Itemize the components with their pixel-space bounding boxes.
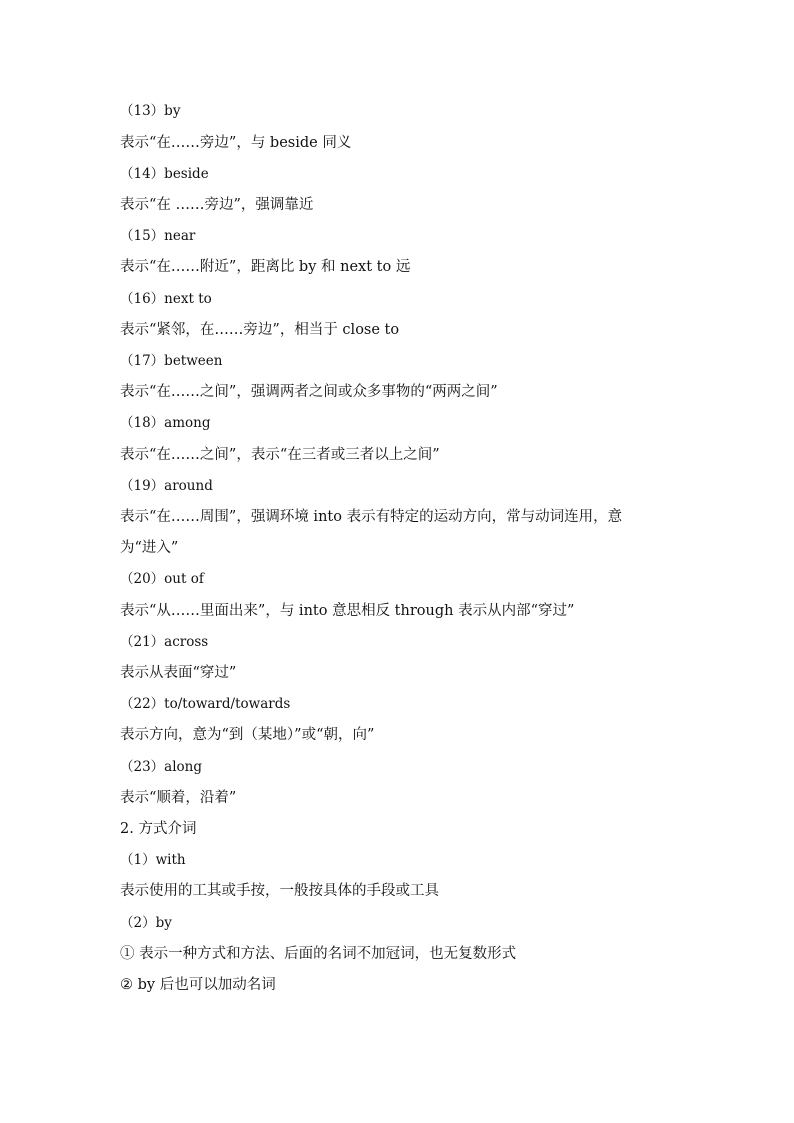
heading-15-near: （15）near bbox=[120, 228, 196, 244]
text-13-by: 表示“在……旁边”，与 beside 同义 bbox=[120, 135, 352, 151]
text-14-beside: 表示“在 ……旁边”，强调靠近 bbox=[120, 197, 314, 213]
text-2-by-point-1: ① 表示一种方式和方法、后面的名词不加冠词，也无复数形式 bbox=[120, 946, 517, 962]
heading-20-out-of: （20）out of bbox=[120, 571, 204, 587]
heading-22-to-toward: （22）to/toward/towards bbox=[120, 696, 291, 712]
heading-18-among: （18）among bbox=[120, 415, 211, 431]
heading-23-along: （23）along bbox=[120, 759, 203, 775]
heading-19-around: （19）around bbox=[120, 478, 213, 494]
text-15-near: 表示“在……附近”，距离比 by 和 next to 远 bbox=[120, 259, 411, 275]
heading-13-by: （13）by bbox=[120, 103, 181, 119]
heading-21-across: （21）across bbox=[120, 634, 209, 650]
heading-2-by: （2）by bbox=[120, 915, 172, 931]
text-20-out-of: 表示“从……里面出来”，与 into 意思相反 through 表示从内部“穿过” bbox=[120, 603, 575, 619]
text-22-to-toward: 表示方向，意为“到（某地）”或“朝，向” bbox=[120, 727, 375, 743]
text-1-with: 表示使用的工其或手按，一般按具体的手段或工具 bbox=[120, 883, 439, 899]
text-19-around: 表示“在……周围”，强调环境 into 表示有特定的运动方向，常与动词连用，意 bbox=[120, 509, 623, 525]
text-23-along: 表示“顺着，沿着” bbox=[120, 790, 237, 806]
text-18-among: 表示“在……之间”，表示“在三者或三者以上之间” bbox=[120, 447, 440, 463]
heading-1-with: （1）with bbox=[120, 852, 186, 868]
text-21-across: 表示从表面“穿过” bbox=[120, 665, 237, 681]
heading-16-next-to: （16）next to bbox=[120, 291, 212, 307]
section-heading-manner: 2. 方式介词 bbox=[120, 821, 197, 837]
text-2-by-point-2: ② by 后也可以加动名词 bbox=[120, 977, 276, 993]
text-16-next-to: 表示“紧邻，在……旁边”，相当于 close to bbox=[120, 322, 400, 338]
heading-14-beside: （14）beside bbox=[120, 166, 209, 182]
text-17-between: 表示“在……之间”，强调两者之间或众多事物的“两两之间” bbox=[120, 384, 498, 400]
text-19-around-cont: 为“进入” bbox=[120, 540, 179, 556]
heading-17-between: （17）between bbox=[120, 353, 223, 369]
